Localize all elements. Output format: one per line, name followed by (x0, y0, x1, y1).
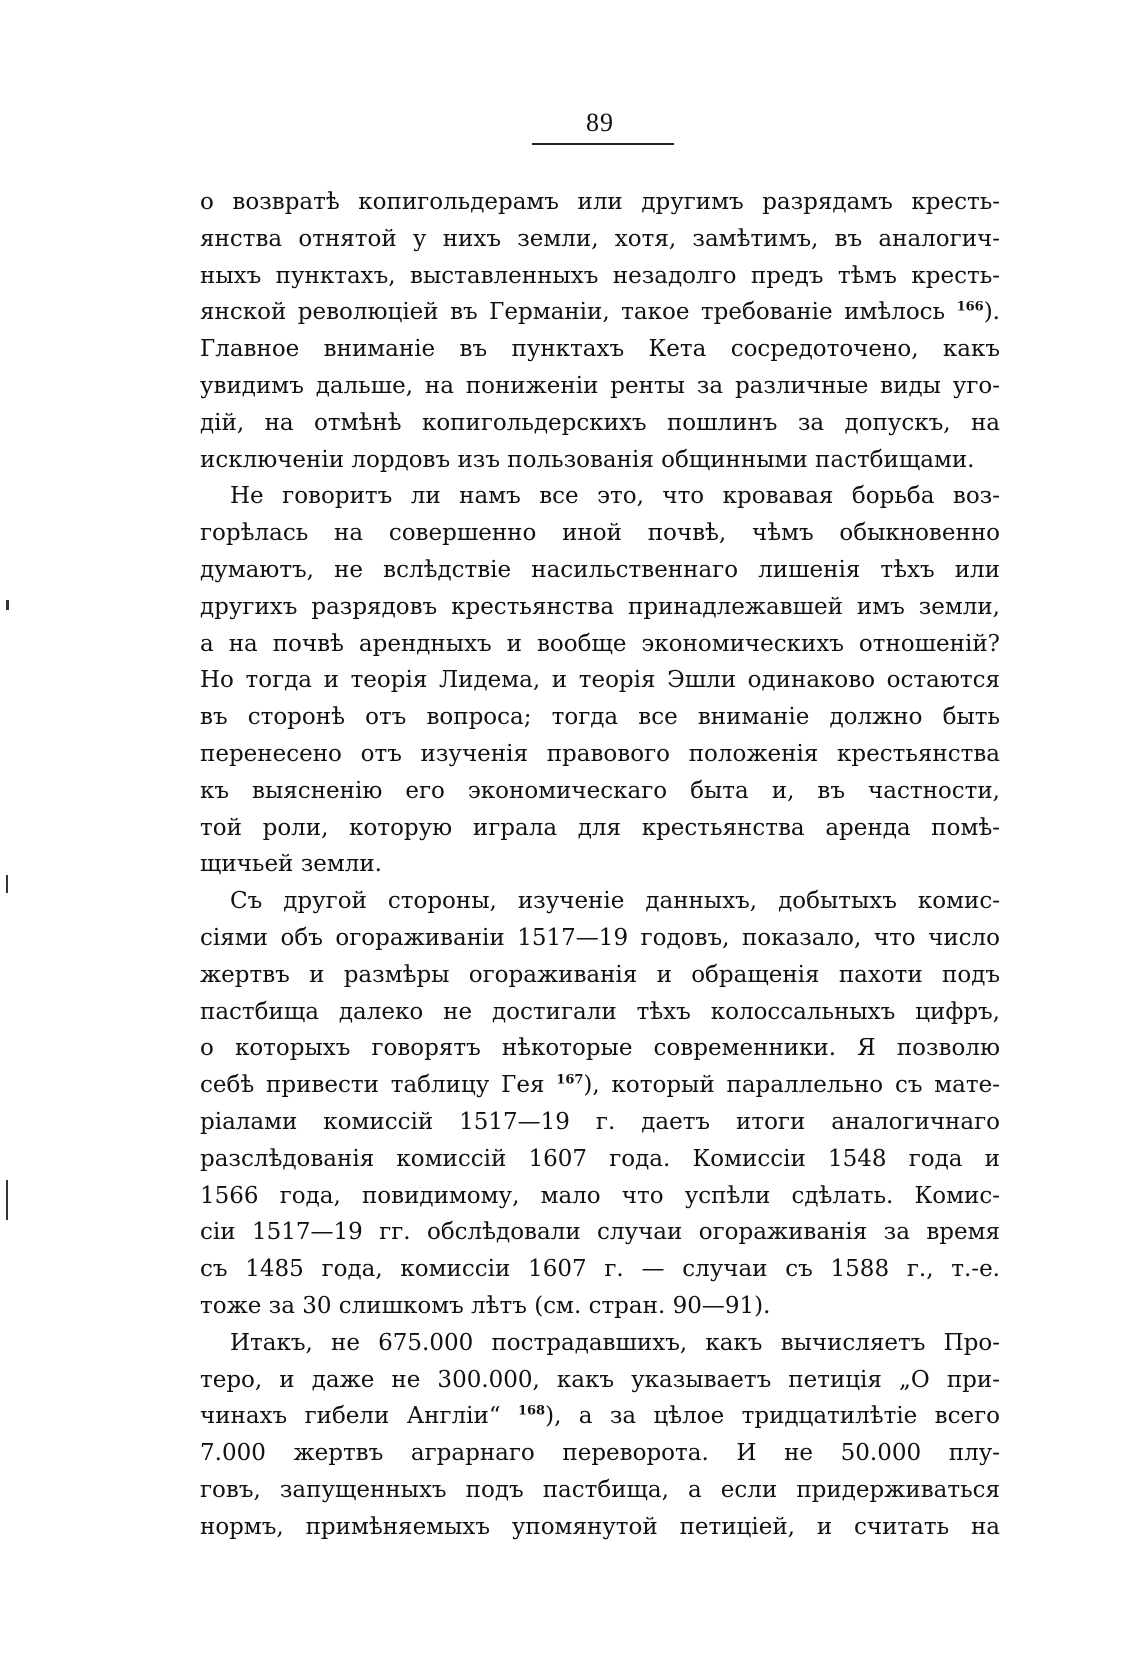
text-line: съ 1485 года, комиссіи 1607 г. — случаи съ 1588 г., т.-е. (200, 1256, 1000, 1283)
text-line: Не говоритъ ли намъ все это, что кровавая борьба воз- (230, 483, 1000, 510)
text-line: 7.000 жертвъ аграрнаго переворота. И не 50.000 плу- (200, 1440, 1000, 1467)
text-line (200, 294, 1000, 331)
text-line: янства отнятой у нихъ земли, хотя, замѣтимъ, въ аналогич- (200, 225, 1000, 252)
text-line: ныхъ пунктахъ, выставленныхъ незадолго предъ тѣмъ кресть- (200, 262, 1000, 289)
footnote-ref: 167 (556, 1072, 584, 1088)
margin-mark (6, 600, 9, 610)
text-segment: ). (983, 299, 1000, 326)
text-line: ріалами комиссій 1517—19 г. даетъ итоги аналогичнаго (200, 1108, 1000, 1135)
text-line: теро, и даже не 300.000, какъ указываетъ петиція „О при- (200, 1366, 1000, 1393)
text-line: нормъ, примѣняемыхъ упомянутой петиціей, и считать на (200, 1513, 1000, 1540)
text-line: сіи 1517—19 гг. обслѣдовали случаи огораживанія за время (200, 1219, 1000, 1246)
text-line: пастбища далеко не достигали тѣхъ колоссальныхъ цифръ, (200, 998, 1000, 1025)
paragraph-4 (200, 1325, 1000, 1546)
text-line: Итакъ, не 675.000 пострадавшихъ, какъ вычисляетъ Про- (230, 1329, 1000, 1356)
text-segment: ), который параллельно съ мате- (583, 1072, 1000, 1099)
body-text (200, 184, 1000, 1545)
text-line (200, 1398, 1000, 1435)
text-line: о которыхъ говорятъ нѣкоторые современники. Я позволю (200, 1035, 1000, 1062)
paragraph-2 (200, 478, 1000, 883)
text-segment: ), а за цѣлое тридцатилѣтіе всего (545, 1403, 1000, 1430)
text-line: сіями объ огораживаніи 1517—19 годовъ, показало, что число (200, 924, 1000, 951)
text-line: разслѣдованія комиссій 1607 года. Комиссіи 1548 года и (200, 1145, 1000, 1172)
text-line: Главное вниманіе въ пунктахъ Кета сосредоточено, какъ (200, 336, 1000, 363)
margin-mark (6, 1180, 8, 1220)
page-number-rule (532, 143, 674, 145)
footnote-ref: 168 (517, 1403, 546, 1419)
page-number: 89 (586, 108, 614, 137)
text-line: перенесено отъ изученія правового положенія крестьянства (200, 740, 1000, 767)
text-line: щичьей земли. (200, 851, 382, 878)
text-segment: янской революціей въ Германіи, такое требованіе имѣлось (200, 299, 957, 326)
text-line: думаютъ, не вслѣдствіе насильственнаго лишенія тѣхъ или (200, 556, 1000, 583)
text-line: въ сторонѣ отъ вопроса; тогда все вниманіе должно быть (200, 704, 1000, 731)
text-line (200, 1067, 1000, 1104)
footnote-ref: 166 (956, 299, 984, 315)
text-line: къ выясненію его экономическаго быта и, въ частности, (200, 777, 1000, 804)
text-line: жертвъ и размѣры огораживанія и обращенія пахоти подъ (200, 961, 1000, 988)
text-line: а на почвѣ арендныхъ и вообще экономическихъ отношеній? (200, 630, 1000, 657)
text-line: той роли, которую играла для крестьянства аренда помѣ- (200, 814, 1000, 841)
text-segment: чинахъ гибели Англіи“ (200, 1403, 518, 1430)
text-line: горѣлась на совершенно иной почвѣ, чѣмъ обыкновенно (200, 520, 1000, 547)
text-line: о возвратѣ копигольдерамъ или другимъ разрядамъ кресть- (200, 189, 1000, 215)
text-line: другихъ разрядовъ крестьянства принадлежавшей имъ земли, (200, 593, 1000, 620)
text-line: говъ, запущенныхъ подъ пастбища, а если придерживаться (200, 1476, 1000, 1503)
text-line: тоже за 30 слишкомъ лѣтъ (см. стран. 90—91). (200, 1292, 771, 1319)
margin-mark (6, 875, 8, 893)
text-line: увидимъ дальше, на пониженіи ренты за различные виды уго- (200, 372, 1000, 399)
text-segment: себѣ привести таблицу Гея (200, 1072, 557, 1099)
text-line: исключеніи лордовъ изъ пользованія общинными пастбищами. (200, 446, 975, 473)
text-line: Съ другой стороны, изученіе данныхъ, добытыхъ комис- (230, 888, 1000, 915)
text-line: 1566 года, повидимому, мало что успѣли сдѣлать. Комис- (200, 1182, 1000, 1209)
paragraph-3 (200, 883, 1000, 1325)
text-line: Но тогда и теорія Лидема, и теорія Эшли одинаково остаются (200, 667, 1000, 694)
paragraph-1 (200, 184, 1000, 478)
text-line: дій, на отмѣнѣ копигольдерскихъ пошлинъ за допускъ, на (200, 409, 1000, 436)
